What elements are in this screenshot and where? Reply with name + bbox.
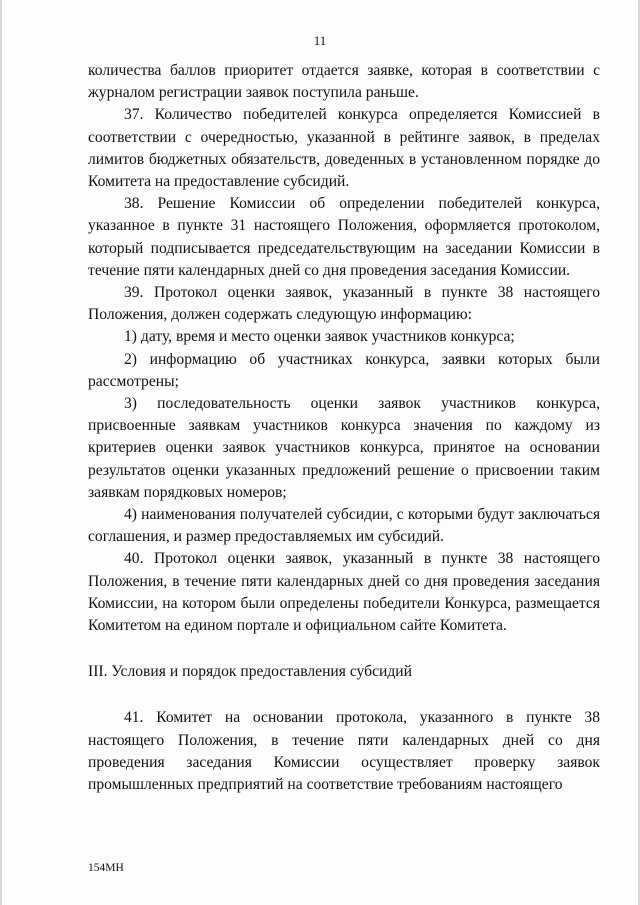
document-code: 154МН (88, 862, 124, 874)
page-number: 11 (313, 33, 327, 48)
paragraph-37: 37. Количество победителей конкурса определяется Комиссией в соответствии с очередностью, указанной в рейтинге заявок, в пределах лимитов бюджетных обязательств, доведенных в установленном порядке до Комитета на предоставление субсидий. (88, 106, 600, 191)
document-body (88, 60, 600, 796)
scan-edge-left (0, 0, 2, 905)
list-item-1: 1) дату, время и место оценки заявок участников конкурса; (124, 328, 515, 346)
paragraph-continuation: количества баллов приоритет отдается заявке, которая в соответствии с журналом регистрации заявок поступила раньше. (88, 62, 600, 102)
list-item-3: 3) последовательность оценки заявок участников конкурса, присвоенные заявкам участников конкурса значения по каждому из критериев оценки заявок участников конкурса, принятое на основании результатов оценки указанных предложений решение о присвоении таким заявкам порядковых номеров; (88, 395, 600, 501)
paragraph-39: 39. Протокол оценки заявок, указанный в пункте 38 настоящего Положения, должен содержать следующую информацию: (88, 284, 600, 324)
paragraph-38: 38. Решение Комиссии об определении победителей конкурса, указанное в пункте 31 настоящего Положения, оформляется протоколом, который подписывается председательствующим на заседании Комиссии в течение пяти календарных дней со дня проведения заседания Комиссии. (88, 195, 600, 279)
section-heading: III. Условия и порядок предоставления субсидий (88, 663, 412, 681)
list-item-4: 4) наименования получателей субсидии, с которыми будут заключаться соглашения, и размер предоставляемых им субсидий. (88, 506, 600, 546)
paragraph-41: 41. Комитет на основании протокола, указанного в пункте 38 настоящего Положения, в течение пяти календарных дней со дня проведения заседания Комиссии осуществляет проверку заявок промышленных предприятий на соответствие требованиям настоящего (88, 709, 600, 794)
list-item-2: 2) информацию об участниках конкурса, заявки которых были рассмотрены; (88, 350, 600, 390)
paragraph-40: 40. Протокол оценки заявок, указанный в пункте 38 настоящего Положения, в течение пяти календарных дней со дня проведения заседания Комиссии, на котором были определены победители Конкурса, размещается Комитетом на едином портале и официальном сайте Комитета. (88, 550, 600, 635)
